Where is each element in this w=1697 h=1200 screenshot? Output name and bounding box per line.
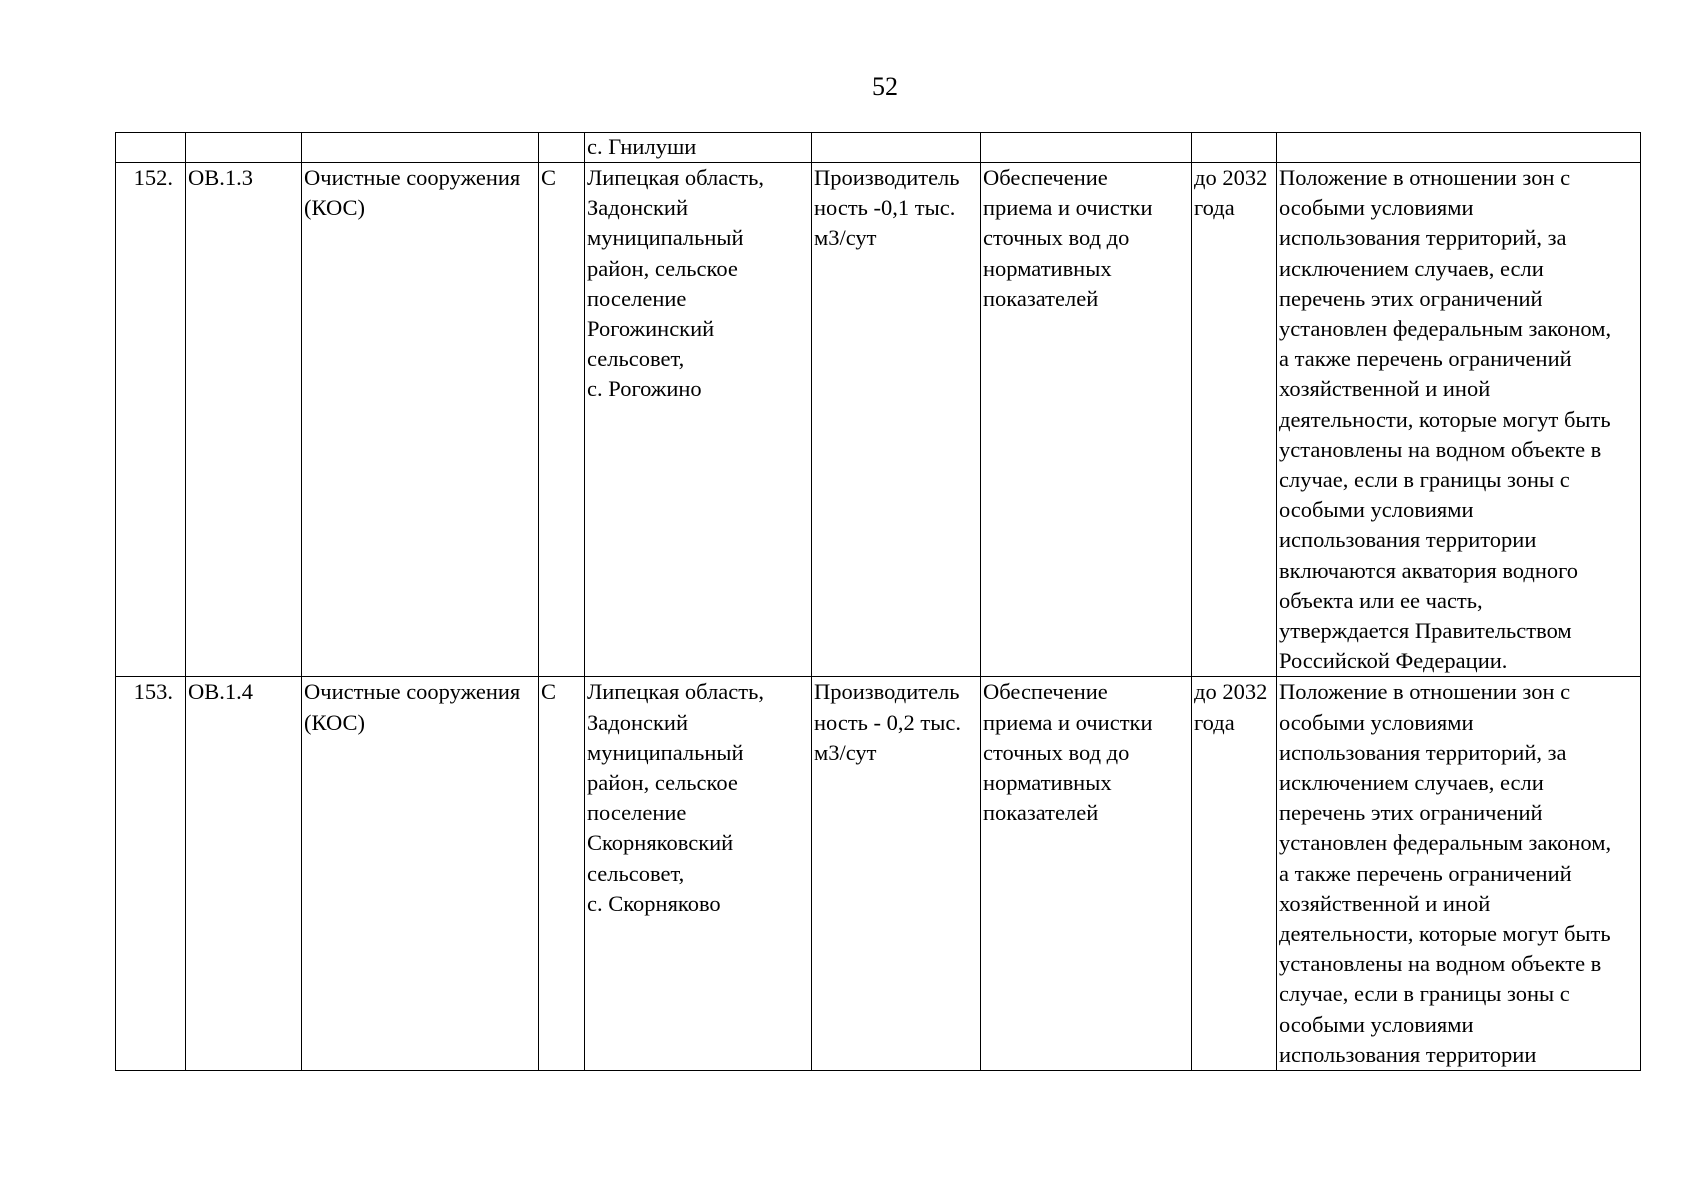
- name-line: (КОС): [304, 709, 365, 735]
- cell-zones: [1277, 677, 1641, 1071]
- address-line: Задонский: [587, 195, 688, 221]
- zones-line: хозяйственной и иной: [1279, 890, 1491, 916]
- capacity-line: м3/сут: [814, 739, 877, 765]
- address-line: с. Скорняково: [587, 890, 721, 916]
- cell-term: [1192, 133, 1277, 163]
- document-table: [115, 132, 1641, 1071]
- cell-purpose: [981, 677, 1192, 1071]
- zones-line: установлены на водном объекте в: [1279, 436, 1602, 462]
- name-line: (КОС): [304, 195, 365, 221]
- cell-capacity: [812, 677, 981, 1071]
- purpose-line: показателей: [983, 800, 1099, 826]
- purpose-line: сточных вод до: [983, 739, 1130, 765]
- purpose-line: нормативных: [983, 770, 1112, 796]
- purpose-line: приема и очистки: [983, 195, 1153, 221]
- zones-line: Положение в отношении зон с: [1279, 165, 1571, 190]
- purpose-line: показателей: [983, 285, 1099, 311]
- zones-line: утверждается Правительством: [1279, 618, 1572, 644]
- zones-line: случае, если в границы зоны с: [1279, 981, 1570, 1007]
- cell-zones: [1277, 163, 1641, 677]
- zones-line: особыми условиями: [1279, 1011, 1474, 1037]
- cell-address: [585, 163, 812, 677]
- name-line: Очистные сооружения: [304, 679, 521, 705]
- capacity-line: м3/сут: [814, 225, 877, 251]
- cell-capacity: [812, 163, 981, 677]
- zones-line: использования территории: [1279, 527, 1537, 553]
- capacity-line: ность -0,1 тыс.: [814, 195, 956, 221]
- zones-line: деятельности, которые могут быть: [1279, 921, 1611, 947]
- zones-line: хозяйственной и иной: [1279, 376, 1491, 402]
- zones-line: установлен федеральным законом,: [1279, 830, 1612, 856]
- term-line: года: [1194, 195, 1235, 221]
- address-line: район, сельское: [587, 770, 738, 796]
- address-line: с. Рогожино: [587, 376, 702, 402]
- address-line: сельсовет,: [587, 860, 685, 886]
- zones-line: исключением случаев, если: [1279, 770, 1544, 796]
- zones-line: перечень этих ограничений: [1279, 800, 1543, 826]
- zones-line: а также перечень ограничений: [1279, 860, 1572, 886]
- address-line: сельсовет,: [587, 346, 685, 372]
- purpose-line: Обеспечение: [983, 679, 1108, 705]
- address-line: муниципальный: [587, 739, 744, 765]
- page-number: 52: [872, 72, 898, 101]
- purpose-line: Обеспечение: [983, 165, 1108, 190]
- cell-name: [302, 163, 539, 677]
- cell-status: С: [539, 163, 585, 677]
- address-line: Липецкая область,: [587, 679, 764, 705]
- address-line: район, сельское: [587, 255, 738, 281]
- purpose-line: сточных вод до: [983, 225, 1130, 251]
- term-line: до 2032: [1194, 679, 1268, 705]
- zones-line: а также перечень ограничений: [1279, 346, 1572, 372]
- purpose-line: приема и очистки: [983, 709, 1153, 735]
- purpose-line: нормативных: [983, 255, 1112, 281]
- zones-line: перечень этих ограничений: [1279, 285, 1543, 311]
- cell-zones: [1277, 133, 1641, 163]
- address-line: поселение: [587, 800, 687, 826]
- address-line: Липецкая область,: [587, 165, 764, 190]
- zones-line: установлены на водном объекте в: [1279, 951, 1602, 977]
- cell-address: [585, 677, 812, 1071]
- zones-line: использования территорий, за: [1279, 225, 1567, 251]
- zones-line: Российской Федерации.: [1279, 648, 1508, 674]
- cell-num: 153.: [116, 677, 186, 1071]
- cell-purpose: [981, 133, 1192, 163]
- address-line: Рогожинский: [587, 316, 715, 342]
- term-line: до 2032: [1194, 165, 1268, 190]
- cell-purpose: [981, 163, 1192, 677]
- cell-status: С: [539, 677, 585, 1071]
- capacity-line: Производитель: [814, 679, 960, 705]
- zones-line: особыми условиями: [1279, 195, 1474, 221]
- cell-term: [1192, 163, 1277, 677]
- cell-name: [302, 133, 539, 163]
- cell-capacity: [812, 133, 981, 163]
- zones-line: использования территории: [1279, 1041, 1537, 1067]
- zones-line: Положение в отношении зон с: [1279, 679, 1571, 705]
- zones-line: деятельности, которые могут быть: [1279, 406, 1611, 432]
- zones-line: случае, если в границы зоны с: [1279, 467, 1570, 493]
- cell-code: ОВ.1.3: [186, 163, 302, 677]
- address-line: с. Гнилуши: [587, 134, 697, 159]
- zones-line: объекта или ее часть,: [1279, 587, 1483, 613]
- cell-name: [302, 677, 539, 1071]
- capacity-line: Производитель: [814, 165, 960, 190]
- zones-line: включаются акватория водного: [1279, 557, 1579, 583]
- cell-num: 152.: [116, 163, 186, 677]
- address-line: поселение: [587, 285, 687, 311]
- cell-status: [539, 133, 585, 163]
- address-line: муниципальный: [587, 225, 744, 251]
- zones-line: особыми условиями: [1279, 709, 1474, 735]
- zones-line: установлен федеральным законом,: [1279, 316, 1612, 342]
- zones-line: особыми условиями: [1279, 497, 1474, 523]
- zones-line: использования территорий, за: [1279, 739, 1567, 765]
- cell-code: ОВ.1.4: [186, 677, 302, 1071]
- capacity-line: ность - 0,2 тыс.: [814, 709, 961, 735]
- table-row-153: [116, 677, 1641, 1071]
- cell-address: [585, 133, 812, 163]
- cell-num: [116, 133, 186, 163]
- table-row-carry-over: [116, 133, 1641, 163]
- name-line: Очистные сооружения: [304, 165, 521, 190]
- zones-line: исключением случаев, если: [1279, 255, 1544, 281]
- address-line: Задонский: [587, 709, 688, 735]
- term-line: года: [1194, 709, 1235, 735]
- cell-code: [186, 133, 302, 163]
- cell-term: [1192, 677, 1277, 1071]
- address-line: Скорняковский: [587, 830, 734, 856]
- table-row-152: [116, 163, 1641, 677]
